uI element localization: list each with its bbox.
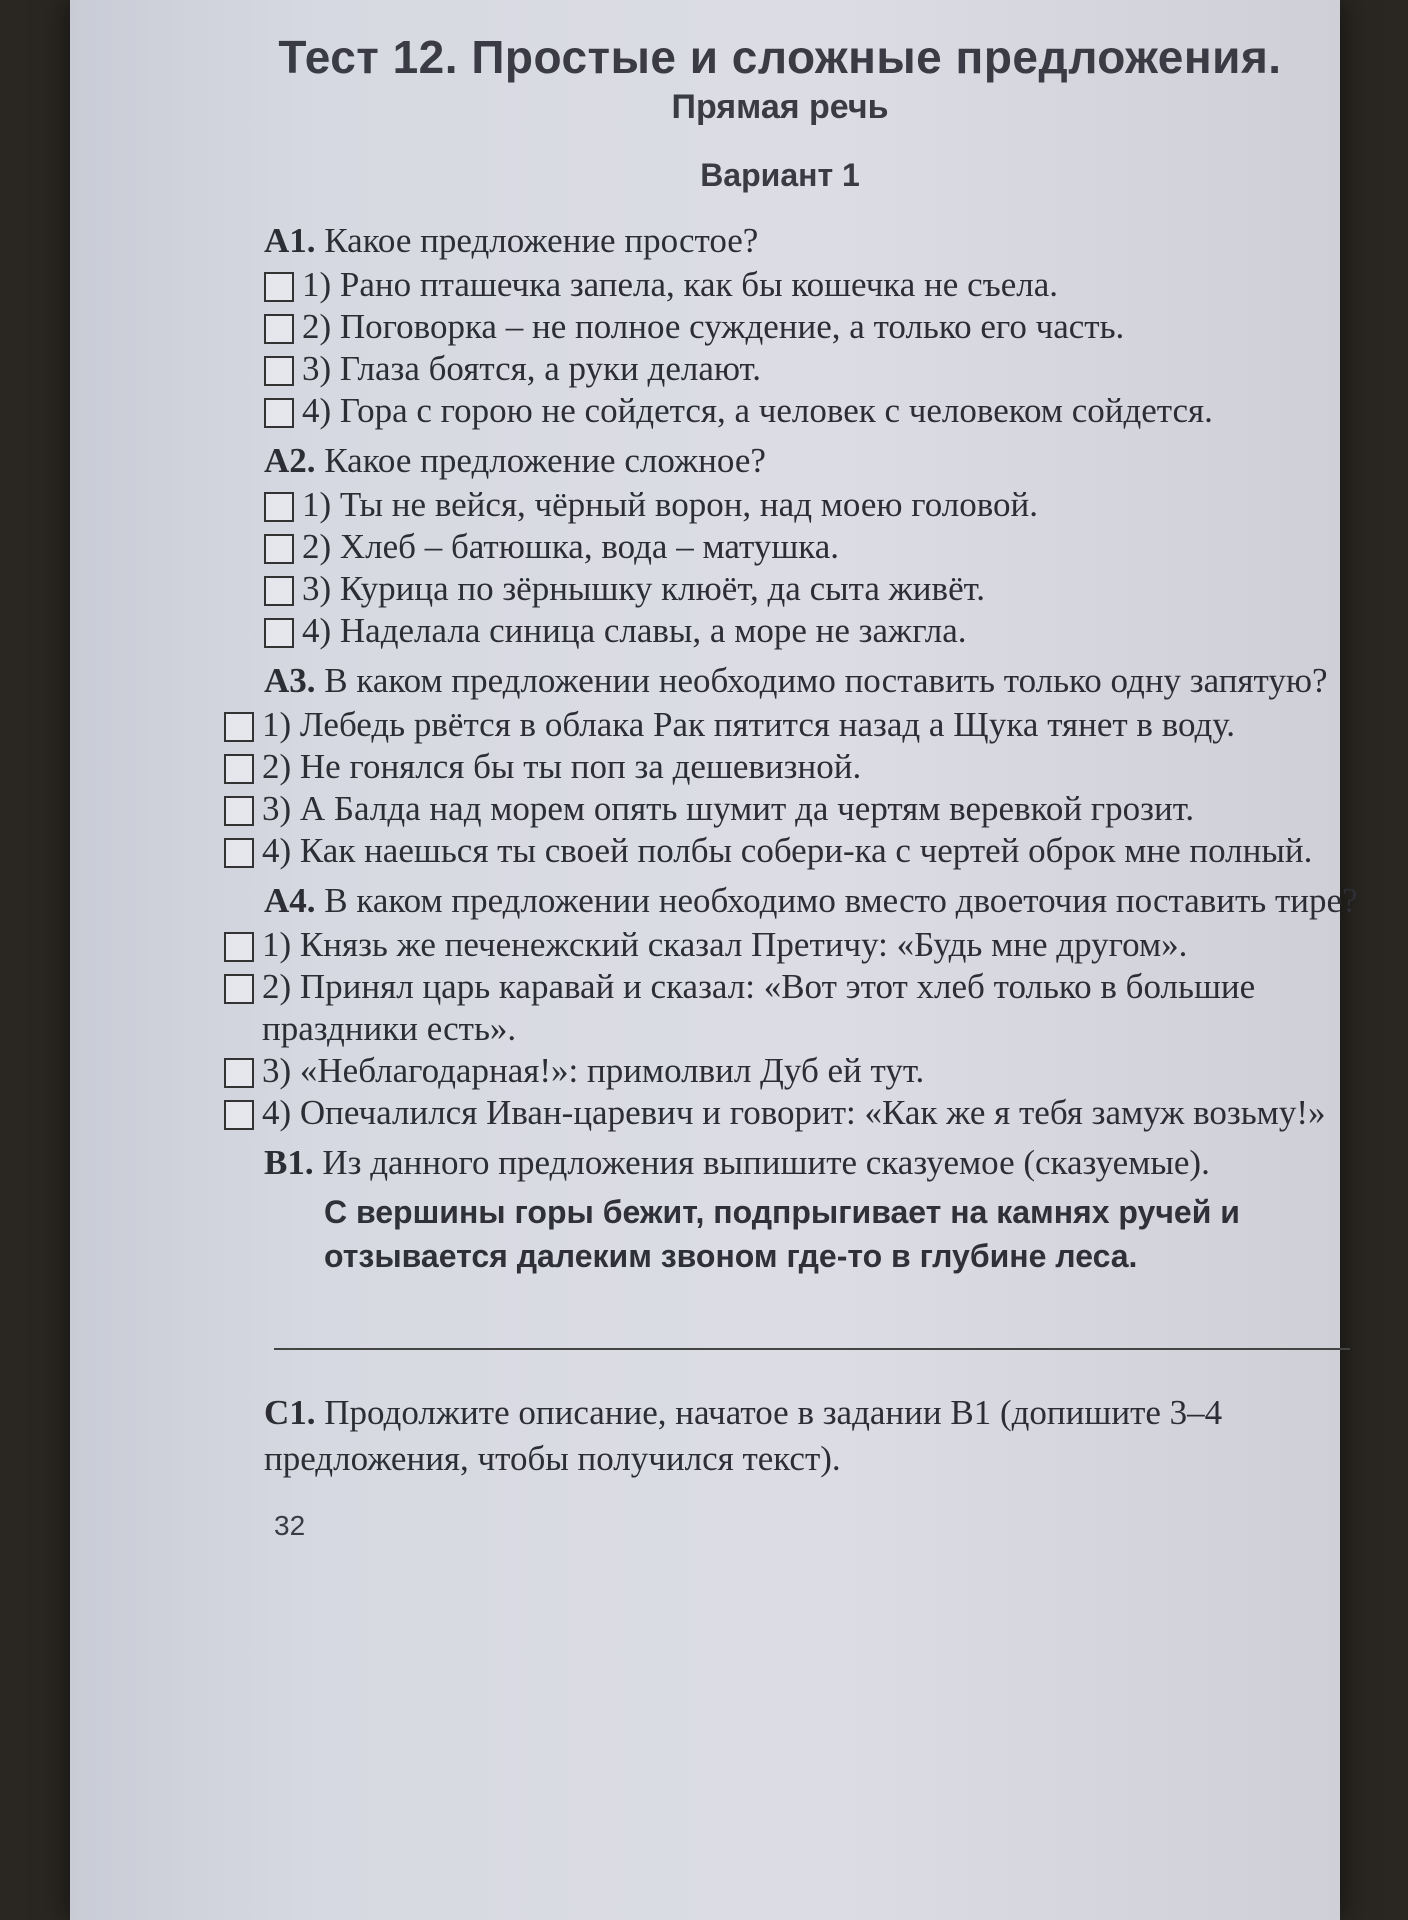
question-text: Какое предложение простое? [324,221,759,260]
question-a4 [190,878,1370,1134]
question-code: А4. [264,881,316,920]
checkbox[interactable] [224,1058,254,1088]
checkbox[interactable] [264,618,294,648]
paper-sheet [70,0,1358,1920]
question-text: Продолжите описание, начатое в задании В1 (допишите 3–4 предложения, чтобы получился текст). [264,1393,1223,1478]
checkbox[interactable] [224,932,254,962]
answer-line[interactable] [274,1348,1350,1350]
test-page [190,30,1370,1542]
checkbox[interactable] [264,356,294,386]
checkbox[interactable] [224,1100,254,1130]
option-a4-1[interactable]: 1) Князь же печенежский сказал Претичу: «Будь мне другом». [190,924,1370,966]
checkbox[interactable] [264,272,294,302]
question-code: А1. [264,221,316,260]
checkbox[interactable] [264,492,294,522]
checkbox[interactable] [264,576,294,606]
page-title: Тест 12. Простые и сложные предложения. [278,31,1282,83]
checkbox[interactable] [264,398,294,428]
checkbox[interactable] [224,838,254,868]
checkbox[interactable] [224,712,254,742]
question-a2 [190,438,1370,652]
option-a3-2[interactable]: 2) Не гонялся бы ты поп за дешевизной. [190,746,1370,788]
option-a1-2[interactable]: 2) Поговорка – не полное суждение, а только его часть. [190,306,1370,348]
page-number: 32 [274,1510,306,1541]
option-a4-2[interactable]: 2) Принял царь каравай и сказал: «Вот этот хлеб только в большие праздники есть». [190,966,1370,1050]
option-a3-4[interactable]: 4) Как наешься ты своей полбы собери-ка с чертей оброк мне полный. [190,830,1370,872]
question-a3 [190,658,1370,872]
checkbox[interactable] [224,754,254,784]
option-a2-2[interactable]: 2) Хлеб – батюшка, вода – матушка. [190,526,1370,568]
option-a2-4[interactable]: 4) Наделала синица славы, а море не зажгла. [190,610,1370,652]
question-code: А2. [264,441,316,480]
option-a3-3[interactable]: 3) А Балда над морем опять шумит да чертям веревкой грозит. [190,788,1370,830]
question-b1 [190,1140,1370,1350]
question-code: А3. [264,661,316,700]
option-a4-3[interactable]: 3) «Неблагодарная!»: примолвил Дуб ей тут. [190,1050,1370,1092]
checkbox[interactable] [224,796,254,826]
question-text: В каком предложении необходимо поставить только одну запятую? [324,661,1328,700]
variant-heading: Вариант 1 [700,157,860,193]
question-text: Какое предложение сложное? [324,441,766,480]
question-text: Из данного предложения выпишите сказуемое (сказуемые). [322,1143,1210,1182]
option-a2-3[interactable]: 3) Курица по зёрнышку клюёт, да сыта живёт. [190,568,1370,610]
question-text: В каком предложении необходимо вместо двоеточия поставить тире? [324,881,1358,920]
option-a3-1[interactable]: 1) Лебедь рвётся в облака Рак пятится назад а Щука тянет в воду. [190,704,1370,746]
question-code: С1. [264,1393,316,1432]
option-a4-4[interactable]: 4) Опечалился Иван-царевич и говорит: «Как же я тебя замуж возьму!» [190,1092,1370,1134]
source-sentence: С вершины горы бежит, подпрыгивает на камнях ручей и отзывается далеким звоном где-то в глубине леса. [324,1194,1240,1274]
page-subtitle: Прямая речь [671,88,889,126]
checkbox[interactable] [224,974,254,1004]
checkbox[interactable] [264,534,294,564]
option-a1-4[interactable]: 4) Гора с горою не сойдется, а человек с человеком сойдется. [190,390,1370,432]
question-a1 [190,218,1370,432]
question-code: В1. [264,1143,314,1182]
option-a2-1[interactable]: 1) Ты не вейся, чёрный ворон, над моею головой. [190,484,1370,526]
option-a1-1[interactable]: 1) Рано пташечка запела, как бы кошечка не съела. [190,264,1370,306]
question-c1 [190,1390,1370,1482]
checkbox[interactable] [264,314,294,344]
option-a1-3[interactable]: 3) Глаза боятся, а руки делают. [190,348,1370,390]
